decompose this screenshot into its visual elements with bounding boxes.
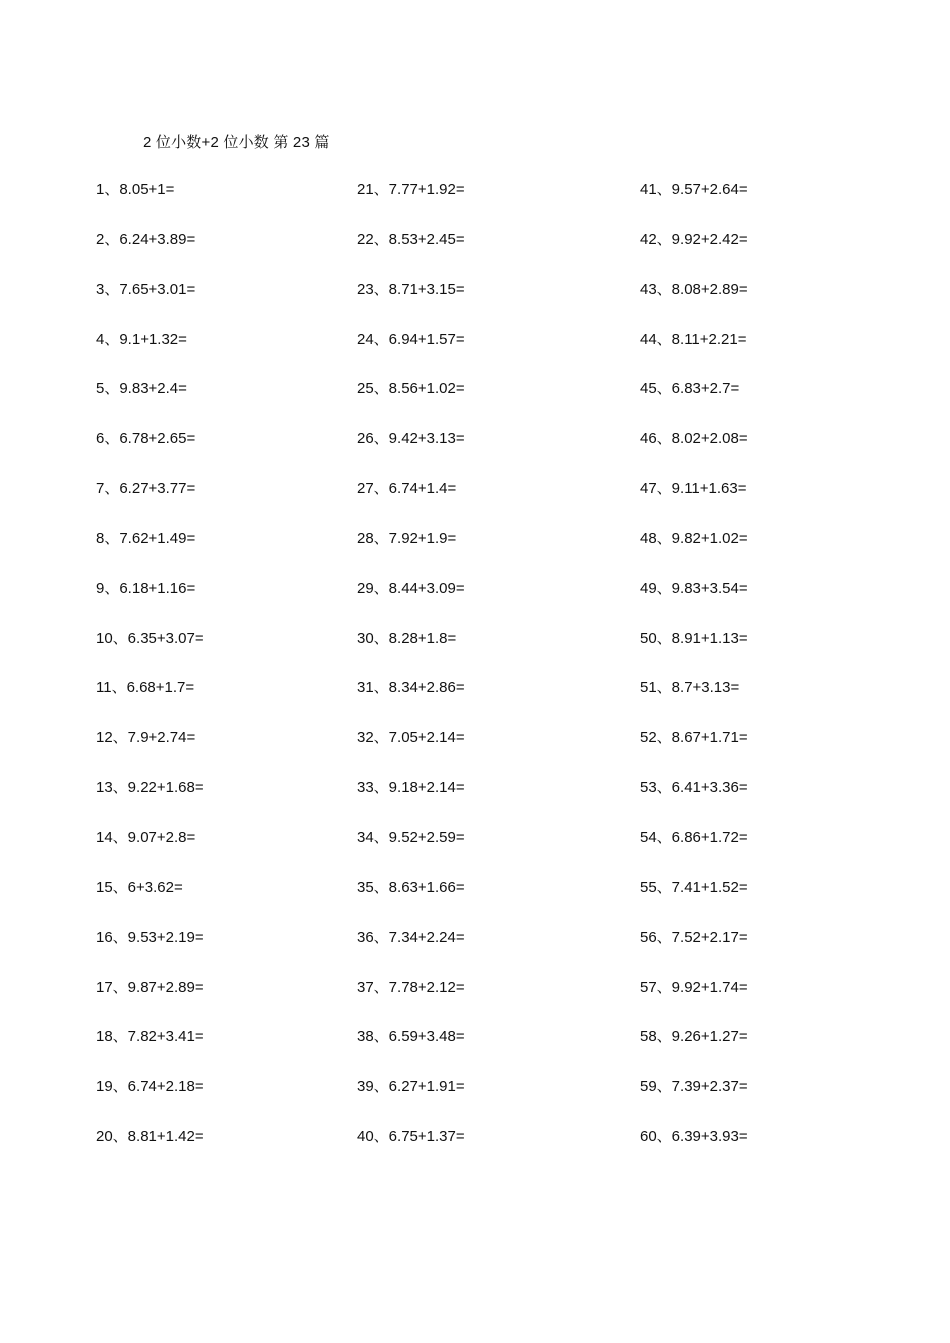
problem-column-1 (96, 179, 204, 1176)
problem-item: 36、7.34+2.24= (357, 928, 465, 946)
problem-item: 37、7.78+2.12= (357, 978, 465, 996)
problem-item: 35、8.63+1.66= (357, 878, 465, 896)
problem-item: 10、6.35+3.07= (96, 629, 204, 647)
problem-item: 27、6.74+1.4= (357, 480, 457, 498)
problem-item: 26、9.42+3.13= (357, 430, 465, 448)
problem-item: 57、9.92+1.74= (640, 978, 748, 996)
problem-item: 11、6.68+1.7= (96, 679, 195, 697)
problem-item: 39、6.27+1.91= (357, 1078, 465, 1096)
problem-item: 22、8.53+2.45= (357, 230, 465, 248)
problem-item: 29、8.44+3.09= (357, 579, 465, 597)
problem-item: 34、9.52+2.59= (357, 828, 465, 846)
problem-item: 48、9.82+1.02= (640, 529, 748, 547)
problem-item: 1、8.05+1= (96, 181, 175, 198)
page-title: 2 位小数+2 位小数 第 23 篇 (143, 134, 330, 151)
problem-item: 32、7.05+2.14= (357, 729, 465, 747)
problem-item: 6、6.78+2.65= (96, 430, 196, 448)
problem-item: 30、8.28+1.8= (357, 629, 457, 647)
problem-item: 45、6.83+2.7= (640, 380, 740, 398)
problem-item: 17、9.87+2.89= (96, 978, 204, 996)
problem-item: 12、7.9+2.74= (96, 729, 196, 747)
problem-item: 18、7.82+3.41= (96, 1028, 204, 1046)
problem-item: 44、8.11+2.21= (640, 330, 747, 348)
problem-item: 3、7.65+3.01= (96, 280, 196, 298)
problem-item: 40、6.75+1.37= (357, 1128, 465, 1146)
problem-item: 7、6.27+3.77= (96, 480, 196, 498)
problem-item: 42、9.92+2.42= (640, 230, 748, 248)
problem-item: 9、6.18+1.16= (96, 579, 196, 597)
problem-item: 52、8.67+1.71= (640, 729, 748, 747)
problem-item: 55、7.41+1.52= (640, 878, 748, 896)
problem-item: 25、8.56+1.02= (357, 380, 465, 398)
problem-column-2 (357, 179, 465, 1176)
problem-item: 20、8.81+1.42= (96, 1128, 204, 1146)
problem-item: 19、6.74+2.18= (96, 1078, 204, 1096)
problem-item: 58、9.26+1.27= (640, 1028, 748, 1046)
problem-item: 41、9.57+2.64= (640, 181, 748, 198)
problem-item: 33、9.18+2.14= (357, 779, 465, 797)
problem-item: 56、7.52+2.17= (640, 928, 748, 946)
problem-item: 31、8.34+2.86= (357, 679, 465, 697)
problem-item: 50、8.91+1.13= (640, 629, 748, 647)
problem-item: 60、6.39+3.93= (640, 1128, 748, 1146)
problem-item: 51、8.7+3.13= (640, 679, 740, 697)
problem-item: 5、9.83+2.4= (96, 380, 187, 398)
problem-item: 4、9.1+1.32= (96, 330, 187, 348)
problem-item: 47、9.11+1.63= (640, 480, 747, 498)
problem-item: 14、9.07+2.8= (96, 828, 196, 846)
problem-item: 59、7.39+2.37= (640, 1078, 748, 1096)
problem-item: 13、9.22+1.68= (96, 779, 204, 797)
problem-item: 38、6.59+3.48= (357, 1028, 465, 1046)
problem-item: 49、9.83+3.54= (640, 579, 748, 597)
problem-item: 53、6.41+3.36= (640, 779, 748, 797)
problem-item: 46、8.02+2.08= (640, 430, 748, 448)
problem-item: 15、6+3.62= (96, 878, 183, 896)
problem-item: 43、8.08+2.89= (640, 280, 748, 298)
problem-item: 8、7.62+1.49= (96, 529, 196, 547)
problem-item: 23、8.71+3.15= (357, 280, 465, 298)
problem-item: 24、6.94+1.57= (357, 330, 465, 348)
problem-column-3 (640, 179, 748, 1176)
problem-item: 28、7.92+1.9= (357, 529, 457, 547)
problem-item: 21、7.77+1.92= (357, 181, 465, 198)
problem-item: 54、6.86+1.72= (640, 828, 748, 846)
problem-item: 2、6.24+3.89= (96, 230, 196, 248)
problem-item: 16、9.53+2.19= (96, 928, 204, 946)
